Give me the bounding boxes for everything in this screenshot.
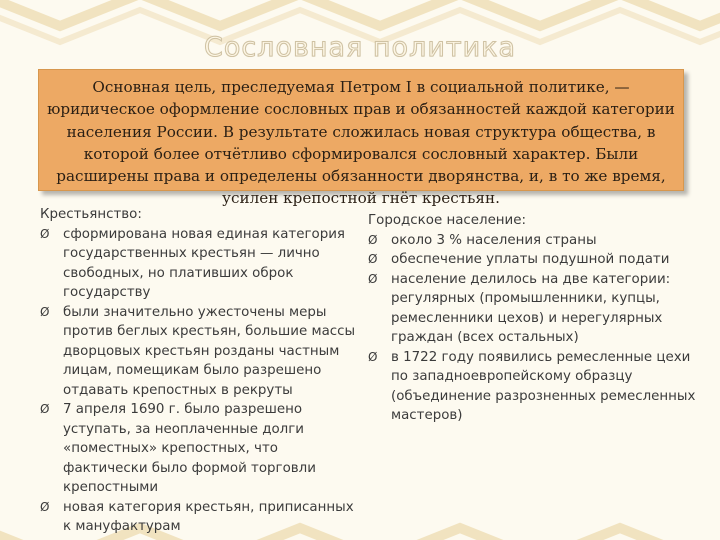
list-item-text: обеспечение уплаты подушной подати xyxy=(391,252,670,267)
slide-title: Сословная политика xyxy=(203,32,517,63)
arrow-bullet-icon: Ø xyxy=(40,402,50,416)
arrow-bullet-icon: Ø xyxy=(40,304,50,319)
list-item-text: 7 апреля 1690 г. было разрешено уступать, за неоплаченные долги «поместных» крепостных, что фактически было формой торговли крепостными xyxy=(63,402,316,495)
list-item-text: были значительно ужесточены меры против беглых крестьян, большие массы дворцовых крестьян розданы частным лицам, помещикам было разрешено отдавать крепостных в рекруты xyxy=(63,304,356,398)
list-item xyxy=(40,400,358,498)
arrow-bullet-icon: Ø xyxy=(368,252,378,266)
list-item xyxy=(368,348,708,426)
list-item xyxy=(368,250,708,270)
urban-heading: Городское население: xyxy=(368,213,527,228)
arrow-bullet-icon: Ø xyxy=(368,349,378,364)
peasantry-heading: Крестьянство: xyxy=(40,207,142,222)
arrow-bullet-icon: Ø xyxy=(368,232,378,247)
urban-population-column xyxy=(368,211,708,426)
list-item xyxy=(40,498,358,537)
list-item-text: население делилось на две категории: регулярных (промышленники, купцы, ремесленники цехов) и нерегулярных граждан (всех остальных) xyxy=(391,271,671,345)
list-item-text: около 3 % населения страны xyxy=(391,232,597,248)
list-item xyxy=(40,303,358,401)
list-item-text: в 1722 году появились ремесленные цехи по западноевропейскому образцу (объединение разрозненных ремесленных мастеров) xyxy=(391,349,696,423)
summary-box: Основная цель, преследуемая Петром I в социальной политике, — юридическое оформление сословных прав и обязанностей каждой категории населения России. В результате сложилась новая структура общества, в которой более отчётливо сформировался сословный характер. Были расширены права и определены обязанности дворянства, и, в то же время, усилен крепостной гнёт крестьян. xyxy=(38,69,684,191)
list-item xyxy=(40,225,358,303)
list-item-text: сформирована новая единая категория государственных крестьян — лично свободных, но плативших оброк государству xyxy=(63,226,345,300)
arrow-bullet-icon: Ø xyxy=(40,226,50,241)
list-item xyxy=(368,231,708,251)
peasantry-column xyxy=(40,205,358,537)
list-item-text: новая категория крестьян, приписанных к мануфактурам xyxy=(63,499,354,534)
list-item xyxy=(368,270,708,348)
arrow-bullet-icon: Ø xyxy=(368,271,378,286)
arrow-bullet-icon: Ø xyxy=(40,499,50,514)
